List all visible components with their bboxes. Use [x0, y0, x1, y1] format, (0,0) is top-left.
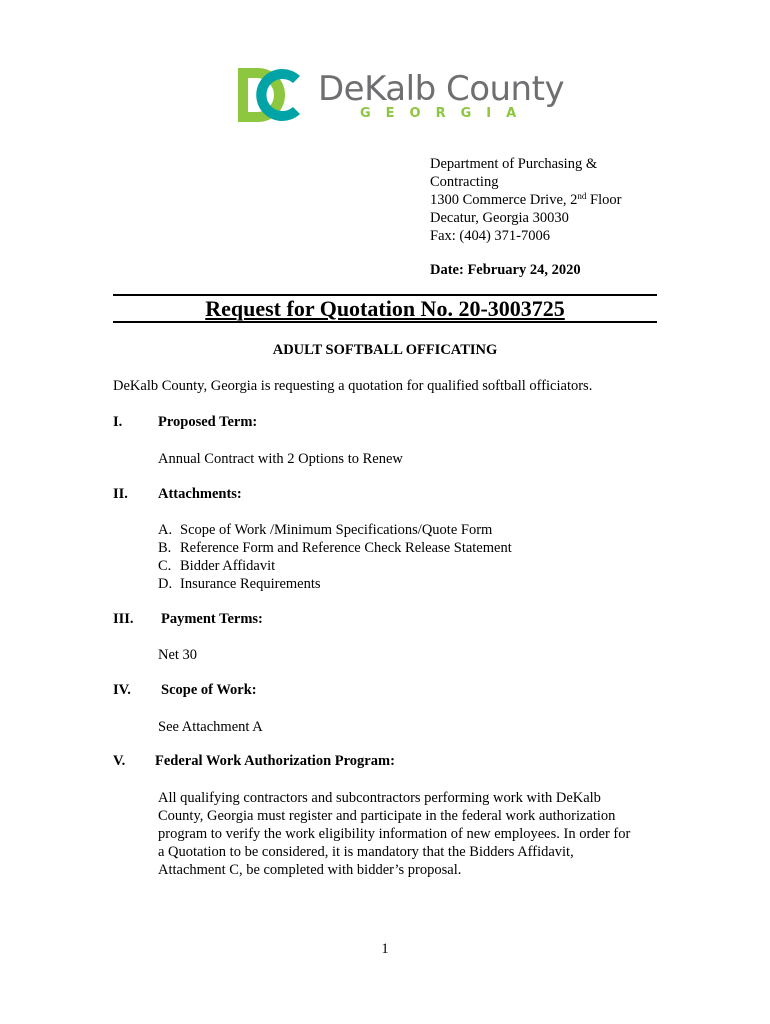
section-heading: Attachments:: [158, 486, 242, 502]
logo-wordmark: DeKalb County: [318, 69, 565, 109]
attachments-list: [158, 521, 512, 593]
address-line: Department of Purchasing &: [430, 156, 598, 172]
intro-paragraph: DeKalb County, Georgia is requesting a quotation for qualified softball officiators.: [113, 378, 593, 394]
list-item: B. Reference Form and Reference Check Release Statement: [158, 540, 512, 556]
list-item: C. Bidder Affidavit: [158, 558, 276, 574]
section-heading: Scope of Work:: [161, 682, 257, 698]
address-block: [430, 155, 621, 245]
logo-state: GEORGIA: [360, 106, 532, 121]
section-body: See Attachment A: [158, 719, 263, 735]
section-heading: Federal Work Authorization Program:: [155, 753, 395, 769]
address-line: Contracting: [430, 174, 499, 190]
section-heading: Proposed Term:: [158, 414, 258, 430]
paragraph-line: a Quotation to be considered, it is mandatory that the Bidders Affidavit,: [158, 844, 574, 860]
document-title: Request for Quotation No. 20-3003725: [205, 296, 565, 321]
section-body: Net 30: [158, 647, 198, 663]
document-subtitle: ADULT SOFTBALL OFFICATING: [272, 342, 498, 358]
address-line: 1300 Commerce Drive, 2nd Floor: [430, 191, 622, 208]
list-item: D. Insurance Requirements: [158, 576, 321, 592]
section-body: [158, 789, 630, 879]
paragraph-line: program to verify the work eligibility information of new employees. In order for: [158, 826, 631, 842]
section-body: Annual Contract with 2 Options to Renew: [158, 451, 403, 467]
paragraph-line: Attachment C, be completed with bidder’s proposal.: [158, 862, 462, 878]
dc-logo-icon: [236, 66, 304, 124]
section-number: II.: [113, 486, 128, 502]
paragraph-line: County, Georgia must register and participate in the federal work authorization: [158, 808, 616, 824]
list-item: A. Scope of Work /Minimum Specifications/Quote Form: [158, 522, 493, 538]
title-rule-bottom: [113, 321, 657, 323]
fax-line: Fax: (404) 371-7006: [430, 228, 551, 244]
paragraph-line: All qualifying contractors and subcontractors performing work with DeKalb: [158, 790, 601, 806]
document-date: Date: February 24, 2020: [430, 262, 581, 278]
section-number: III.: [113, 611, 134, 627]
dekalb-county-logo: [236, 66, 565, 126]
section-number: I.: [113, 414, 123, 430]
section-number: IV.: [113, 682, 131, 698]
section-number: V.: [113, 753, 126, 769]
address-line: Decatur, Georgia 30030: [430, 210, 569, 226]
section-heading: Payment Terms:: [161, 611, 263, 627]
page-number: 1: [381, 941, 389, 957]
